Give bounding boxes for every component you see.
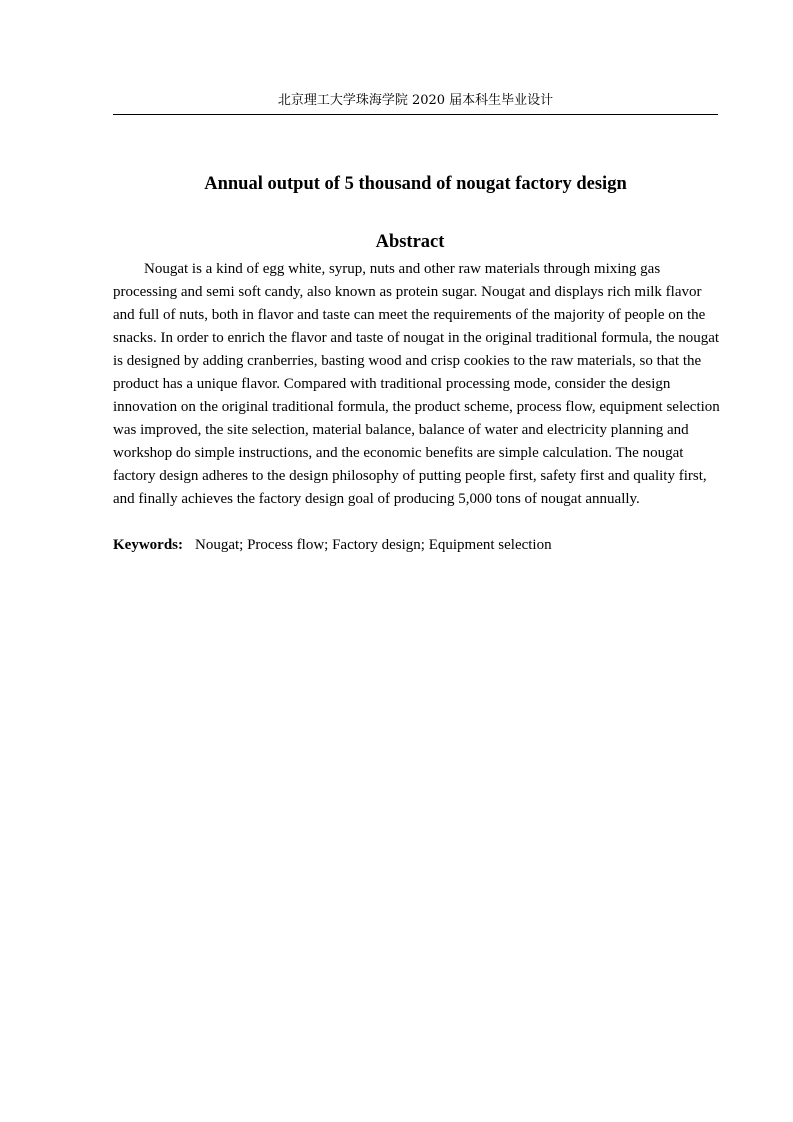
abstract-heading: Abstract [375,232,445,252]
page-header [113,92,718,115]
keywords-text: Nougat; Process flow; Factory design; Equipment selection [195,537,552,553]
header-text: 北京理工大学珠海学院 2020 届本科生毕业设计 [277,93,554,108]
abstract-body: Nougat is a kind of egg white, syrup, nuts and other raw materials through mixing gas processing and semi soft candy, also known as protein sugar. Nougat and displays rich milk flavor and full of nuts, both in flavor and taste can meet the requirements of the majority of people on the snacks. In order to enrich the flavor and taste of nougat in the original traditional formula, the nougat is designed by adding cranberries, basting wood and crisp cookies to the raw materials, so that the product has a unique flavor. Compared with traditional processing mode, consider the design innovation on the original traditional formula, the product scheme, process flow, equipment selection was improved, the site selection, material balance, balance of water and electricity planning and workshop do simple instructions, and the economic benefits are simple calculation. The nougat factory design adheres to the design philosophy of putting people first, safety first and quality first, and finally achieves the factory design goal of producing 5,000 tons of nougat annually. [113,261,720,507]
document-title: Annual output of 5 thousand of nougat factory design [204,174,627,194]
keywords [113,534,713,557]
keywords-label: Keywords: [113,537,183,553]
